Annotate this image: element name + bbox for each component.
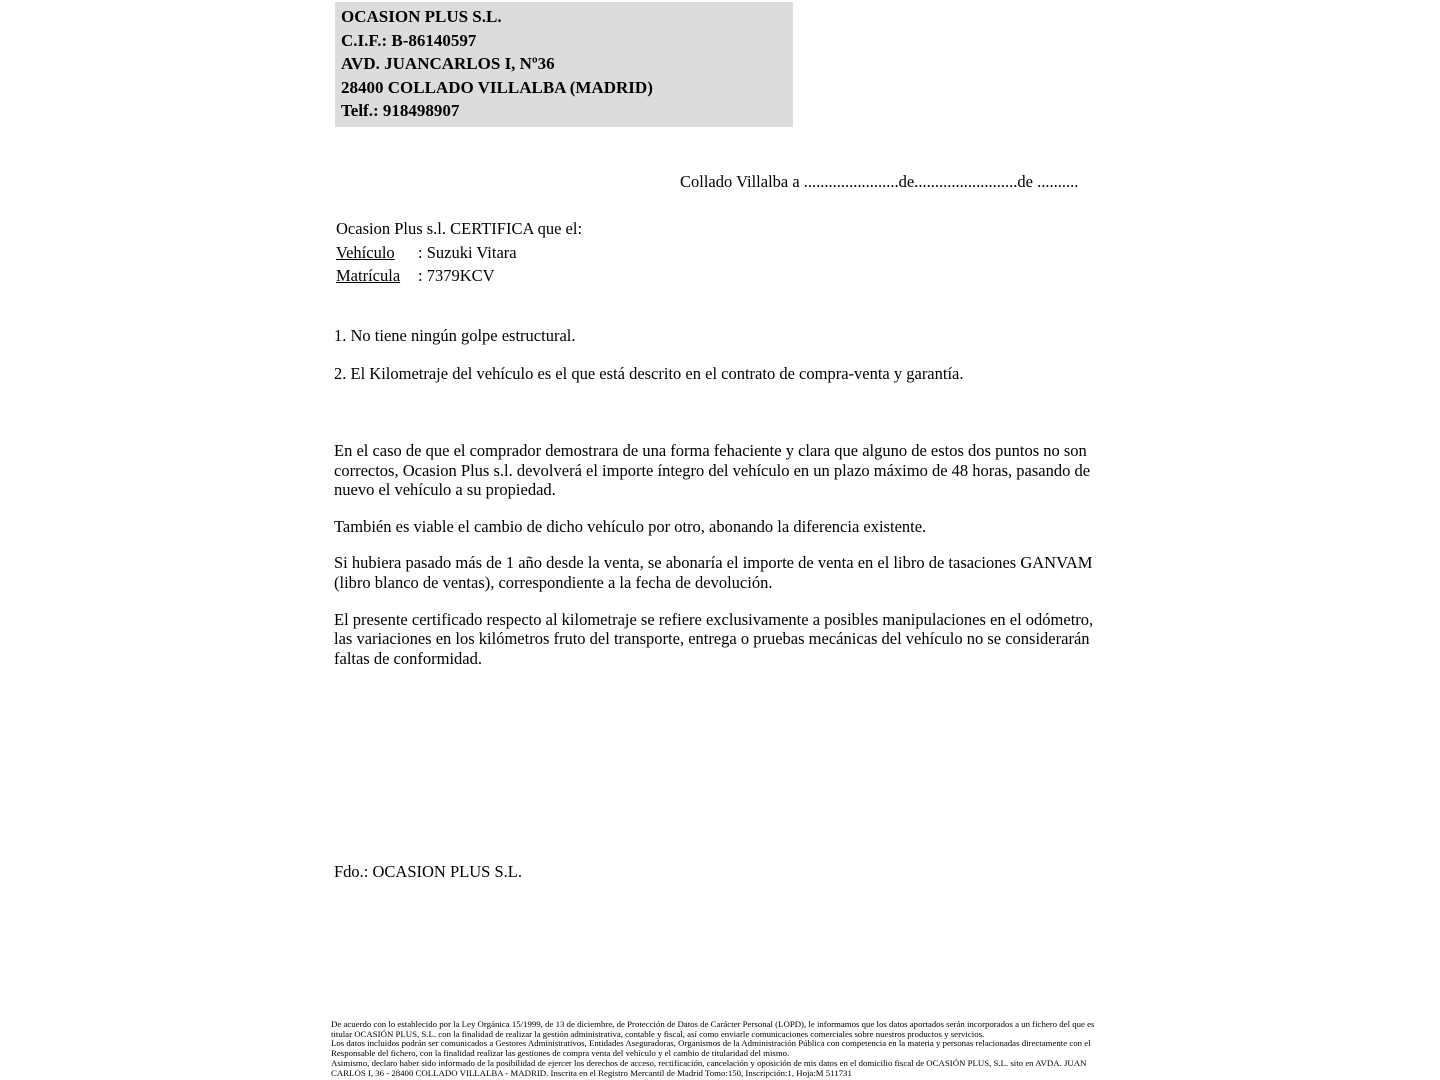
vehicle-row (336, 241, 582, 265)
company-phone: Telf.: 918498907 (341, 101, 460, 121)
company-cif: C.I.F.: B-86140597 (341, 30, 477, 50)
body-paragraphs (334, 441, 1098, 685)
certificate-point-2: 2. El Kilometraje del vehículo es el que está descrito en el contrato de compra-venta y garantía. (334, 364, 964, 383)
company-name: OCASION PLUS S.L. (341, 7, 502, 26)
plate-value: : 7379KCV (418, 266, 495, 285)
paragraph-odometer-disclaimer: El presente certificado respecto al kilometraje se refiere exclusivamente a posibles manipulaciones en el odómetro, las variaciones en los kilómetros fruto del transporte, entrega o pruebas mecánicas del vehículo no se considerarán faltas de conformidad. (334, 609, 1094, 668)
legal-paragraph-lopd: De acuerdo con lo establecido por la Ley Orgánica 15/1999, de 13 de diciembre, de Protección de Datos de Carácter Personal (LOPD), le informamos que los datos aportados serán incorporados a un fichero del que es titular OCASIÓN PLUS, S.L. con la finalidad de realizar la gestión administrativa, contable y fiscal, así como enviarle comunicaciones comerciales sobre nuestros productos y servicios. (331, 1019, 1095, 1039)
plate-label: Matrícula (336, 266, 401, 285)
vehicle-value: : Suzuki Vitara (418, 242, 517, 262)
plate-row (336, 264, 582, 288)
certify-block (336, 217, 582, 288)
signature-line: Fdo.: OCASION PLUS S.L. (334, 862, 522, 881)
company-city: 28400 COLLADO VILLALBA (MADRID) (341, 77, 653, 97)
paragraph-vehicle-exchange: También es viable el cambio de dicho vehículo por otro, abonando la diferencia existente. (334, 516, 927, 536)
vehicle-label: Vehículo (336, 242, 395, 262)
legal-paragraph-data-sharing: Los datos incluidos podrán ser comunicados a Gestores Administrativos, Entidades Aseguradoras, Organismos de la Administración Pública con competencia en la materia y personas relacionadas directamente con el Responsable del fichero, con la finalidad realizar las gestiones de compra venta del vehículo y el cambio de titularidad del mismo. (331, 1038, 1091, 1059)
date-line: Collado Villalba a .......................de.........................de .......... (680, 172, 1079, 191)
certificate-point-1: 1. No tiene ningún golpe estructural. (334, 326, 576, 345)
paragraph-refund-guarantee: En el caso de que el comprador demostrara de una forma fehaciente y clara que alguno de estos dos puntos no son correctos, Ocasion Plus s.l. devolverá el importe íntegro del vehículo en un plazo máximo de 48 horas, pasando de nuevo el vehículo a su propiedad. (334, 441, 1091, 500)
paragraph-ganvam-valuation: Si hubiera pasado más de 1 año desde la venta, se abonaría el importe de venta en el libro de tasaciones GANVAM (libro blanco de ventas), correspondiente a la fecha de devolución. (334, 553, 1093, 592)
company-address: AVD. JUANCARLOS I, Nº36 (341, 54, 555, 74)
certify-intro: Ocasion Plus s.l. CERTIFICA que el: (336, 219, 583, 238)
legal-footer (331, 1020, 1103, 1078)
company-header-box (335, 2, 793, 127)
legal-paragraph-rights: Asimismo, declaro haber sido informado de la posibilidad de ejercer los derechos de acceso, rectificación, cancelación y oposición de mis datos en el domicilio fiscal de OCASIÓN PLUS, S.L. sito en AVDA. JUAN CARLOS I, 36 - 28400 COLLADO VILLALBA - MADRID. Inscrita en el Registro Mercantil de Madrid Tomo:150, Inscripción:1, Hoja:M 511731 (331, 1057, 1087, 1078)
